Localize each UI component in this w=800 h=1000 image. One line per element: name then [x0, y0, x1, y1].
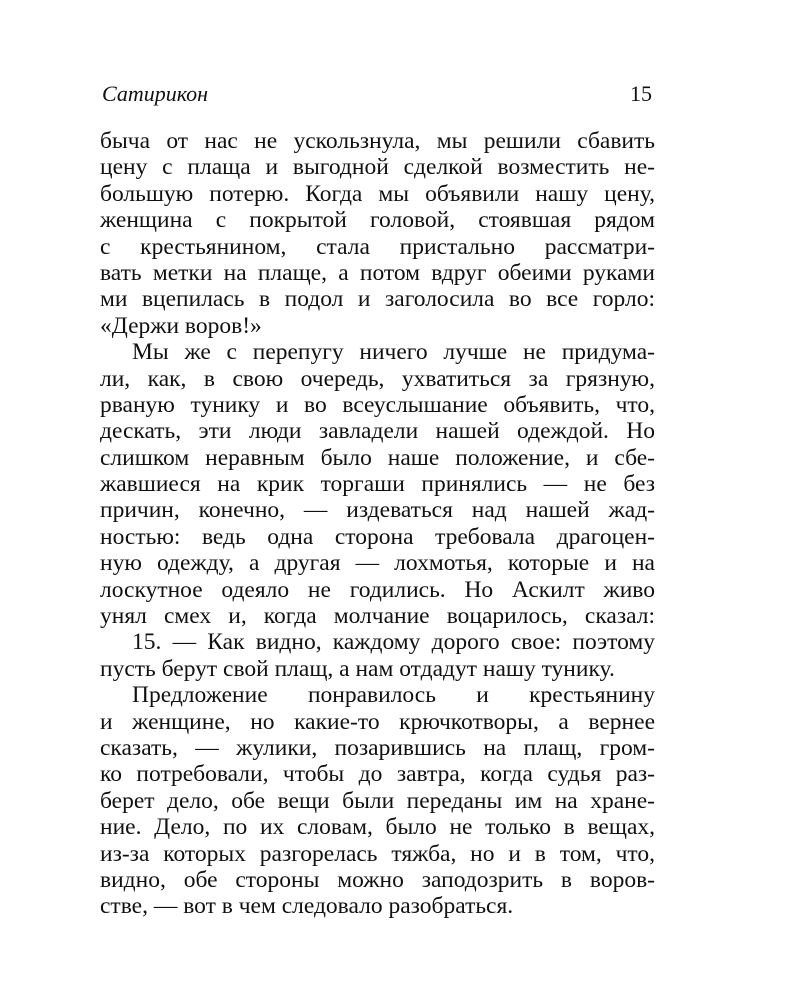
running-title: Сатирикон — [102, 81, 209, 106]
text-line: Мы же с перепугу ничего лучше не придума- — [132, 339, 655, 366]
text-line: женщина с покрытой головой, стоявшая рядом — [100, 207, 655, 234]
text-line: ностью: ведь одна сторона требовала драгоцен- — [100, 523, 655, 550]
text-line: цену с плаща и выгодной сделкой возместить не- — [100, 154, 655, 181]
text-line: большую потерю. Когда мы объявили нашу цену, — [100, 180, 655, 207]
text-line: ли, как, в свою очередь, ухватиться за грязную, — [100, 365, 655, 392]
text-line: унял смех и, когда молчание воцарилось, сказал: — [100, 603, 655, 630]
text-line: ми вцепилась в подол и заголосила во все горло: — [100, 286, 655, 313]
text-line: берет дело, обе вещи были переданы им на хране- — [100, 787, 655, 814]
text-line: «Держи воров!» — [100, 312, 262, 339]
text-line: ние. Дело, по их словам, было не только в вещах, — [100, 814, 655, 841]
text-line: пусть берут свой плащ, а нам отдадут нашу тунику. — [100, 655, 615, 682]
text-line: видно, обе стороны можно заподозрить в воров- — [100, 866, 655, 893]
text-line: быча от нас не ускользнула, мы решили сбавить — [100, 128, 655, 154]
page-number: 15 — [630, 81, 652, 106]
text-line: жавшиеся на крик торгаши принялись — не без — [100, 471, 655, 498]
text-line: стве, — вот в чем следовало разобраться. — [100, 893, 514, 920]
body-text — [100, 128, 655, 920]
text-line: и женщине, но какие-то крючкотворы, а вернее — [100, 708, 655, 735]
text-line: слишком неравным было наше положение, и сбе- — [100, 444, 655, 471]
text-line: ную одежду, а другая — лохмотья, которые и на — [100, 550, 655, 577]
text-line: сказать, — жулики, позарившись на плащ, гром- — [100, 734, 655, 761]
text-line: рваную тунику и во всеуслышание объявить, что, — [100, 391, 655, 418]
text-line: лоскутное одеяло не годились. Но Аскилт живо — [100, 576, 655, 603]
text-line: из-за которых разгорелась тяжба, но и в том, что, — [100, 840, 655, 867]
text-line: 15. — Как видно, каждому дорого свое: поэтому — [132, 629, 655, 656]
text-line: вать метки на плаще, а потом вдруг обеими руками — [100, 259, 655, 286]
text-line: дескать, эти люди завладели нашей одеждой. Но — [100, 418, 655, 445]
text-line: причин, конечно, — издеваться над нашей жад- — [100, 497, 655, 524]
text-line: Предложение понравилось и крестьянину — [132, 682, 655, 709]
text-line: ко потребовали, чтобы до завтра, когда судья раз- — [100, 761, 655, 788]
text-line: с крестьянином, стала пристально рассматри- — [100, 233, 655, 260]
